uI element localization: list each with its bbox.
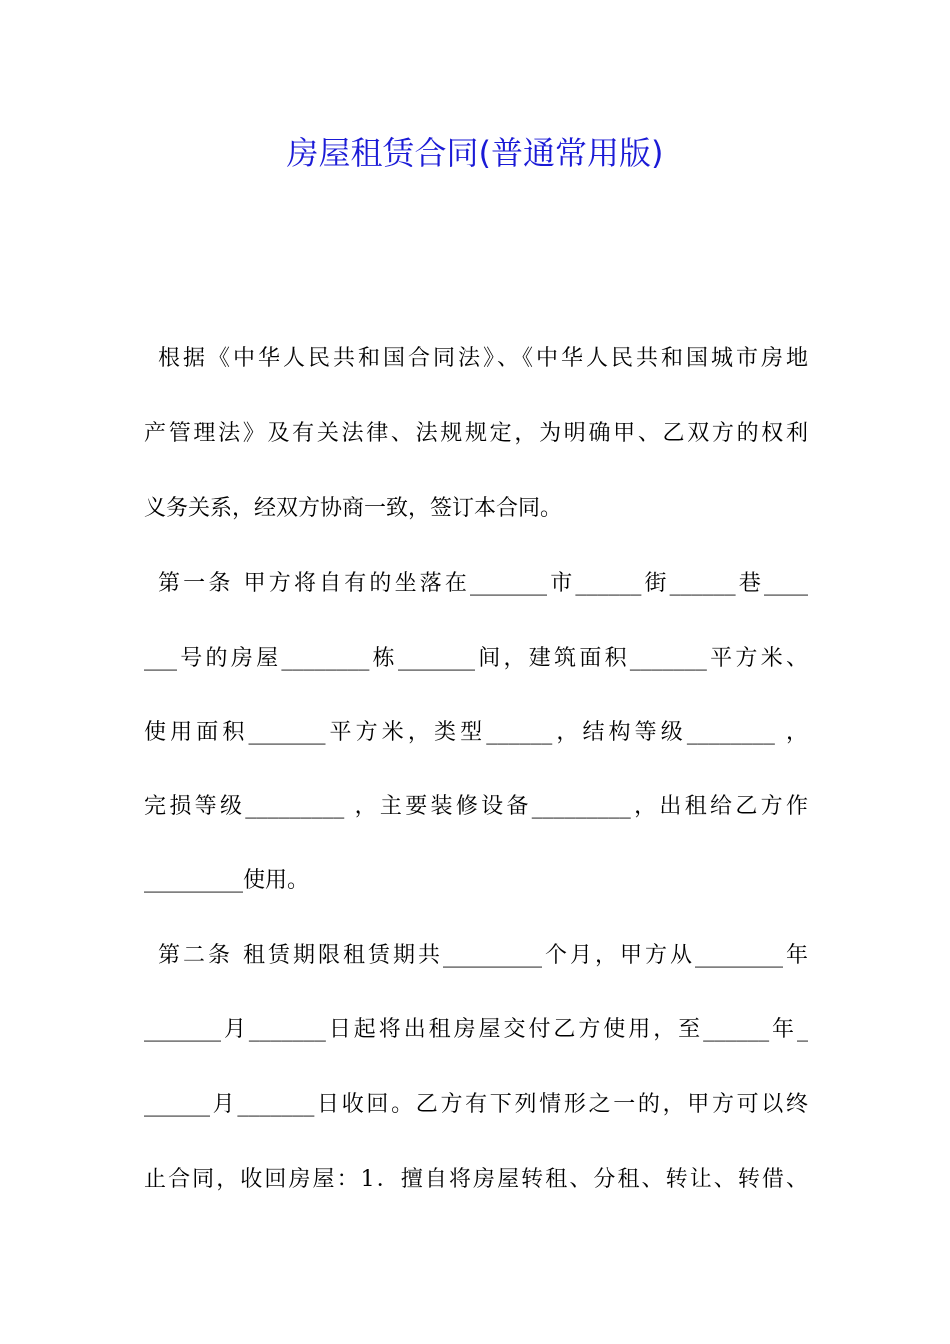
- article-line: 止合同，收回房屋：1．擅自将房屋转租、分租、转让、转借、: [144, 1167, 808, 1192]
- article-line: 第二条 租赁期限租赁期共_________个月，甲方从________年: [158, 943, 808, 968]
- document-title: 房屋租赁合同(普通常用版): [286, 134, 664, 172]
- paragraph-line: 根据《中华人民共和国合同法》、《中华人民共和国城市房地: [158, 346, 808, 371]
- article-line: _________使用。: [144, 868, 310, 893]
- paragraph-line: 产管理法》及有关法律、法规规定，为明确甲、乙双方的权利: [144, 421, 808, 446]
- article-line: 完损等级_________ ，主要装修设备_________，出租给乙方作: [144, 794, 808, 819]
- article-line: 第一条 甲方将自有的坐落在_______市______街______巷____: [158, 571, 808, 596]
- paragraph-line: 义务关系，经双方协商一致，签订本合同。: [144, 496, 563, 521]
- article-line: 使用面积_______平方米，类型______，结构等级________ ，: [144, 720, 808, 745]
- article-line: ___号的房屋________栋_______间，建筑面积_______平方米、: [144, 646, 808, 671]
- article-line: ______月_______日收回。乙方有下列情形之一的，甲方可以终: [144, 1092, 808, 1117]
- article-line: _______月_______日起将出租房屋交付乙方使用，至______年_: [144, 1017, 808, 1042]
